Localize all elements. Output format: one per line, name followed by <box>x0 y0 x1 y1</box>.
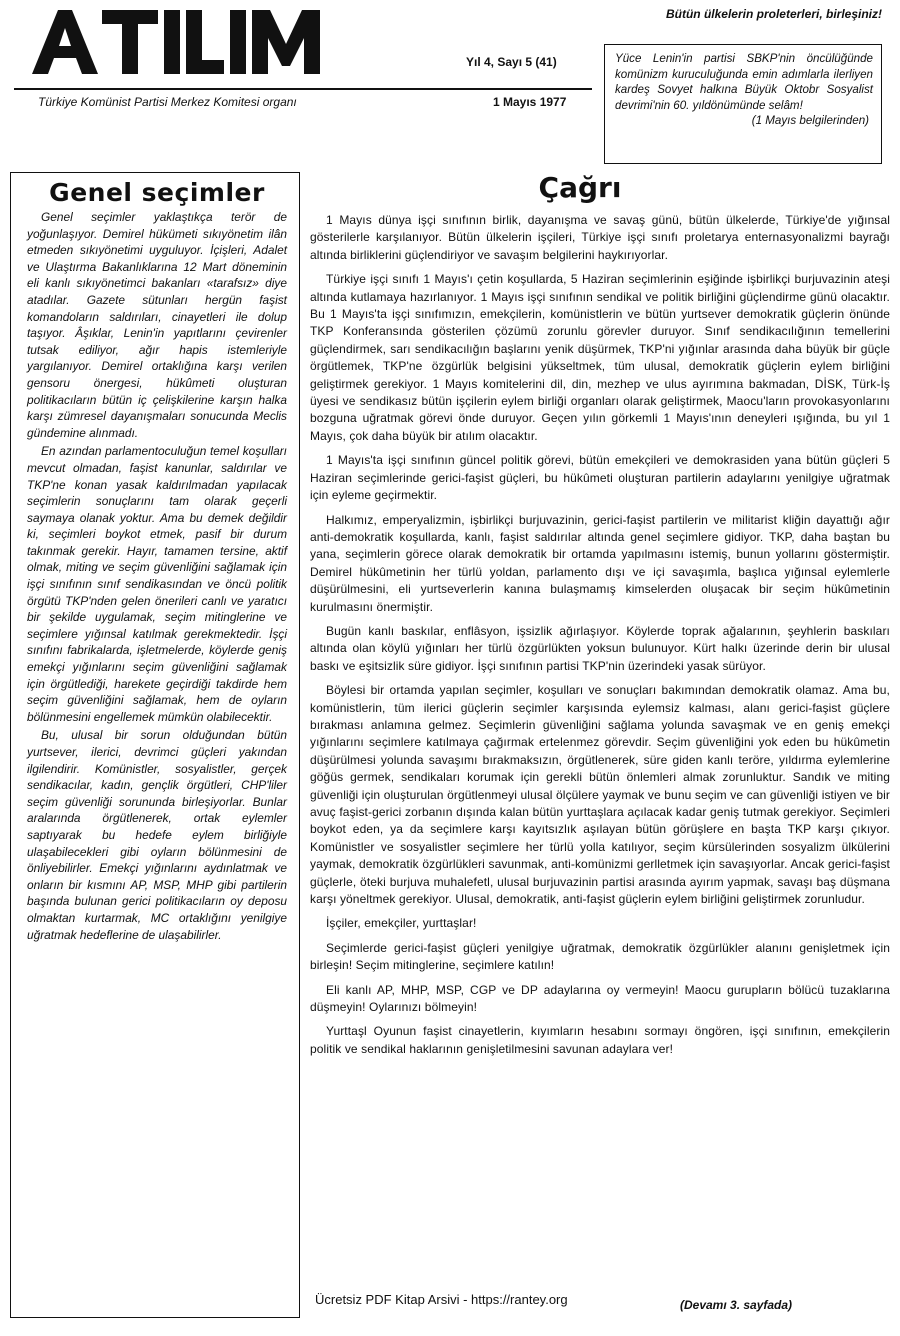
slogan: Bütün ülkelerin proleterleri, birleşiniz! <box>665 7 882 21</box>
issue-date: 1 Mayıs 1977 <box>493 95 567 109</box>
article-paragraph: Yurttaşl Oyunun faşist cinayetlerin, kıyımların hesabını sormayı öngören, işçi sınıfının, emekçilerin politik ve sendikal haklarının genişletilmesini savunan adaylara ver! <box>310 1024 890 1056</box>
issue-number: Yıl 4, Sayı 5 (41) <box>466 55 557 69</box>
article-paragraph: Halkımız, emperyalizmin, işbirlikçi burjuvazinin, gerici-faşist partilerin ve militarist kliğin dayattığı ağır anti-demokratik koşullarda, kanlı, faşist saldırılar altında genel seçimlere gidiyor. TKP, daha baştan bu yana, seçimlerin görece olarak demokratik bir ortamda yapılmasını istemiş, bunun yollarını göstermiştir. Demirel hükûmetinin her türlü yoldan, parlamento dışı ve içi savaşımla, başlıca yığınsal eylemlerle düşürülmesini, eli yurtseverlerin kanına bulaşmamış kimselerden oluşacak bir seçim hükûmetinin kurulmasını önermiştir. <box>310 512 890 614</box>
sidebar-paragraph: En azından parlamentoculuğun temel koşulları mevcut olmadan, faşist kanunlar, saldırılar ve TKP'ne konan yasak kaldırılmadan yapılacak seçimlerin sonuçlarını tam olarak geçerli saymaya olanak yoktur. Ama bu demek değildir ki, seçimleri boykot etmek, pasif bir durum takınmak gerekir. Hayır, tamamen tersine, aktif olmak, miting ve seçim güvenliğini sağlamak için işçi sınıfının sınıf sendikasından ve öncü politik örgütü TKP'nden gelen önerileri canlı ve yaratıcı bir şekilde uygulamak, seçim mitinglerine ve seçimlere yığınsal katılmak gerekmektedir. İşçi sınıfını fabrikalarda, işletmelerde, köylerde geniş emekçi yığınlarını seçim güvenliğini sağlamak için örgütlediği, harekete geçirdiği takdirde hem seçim güvenliğini sağlamak, hem de oyların bölünmesini engellemek mümkün olabilecektir. <box>27 444 287 724</box>
article-paragraph: Türkiye işçi sınıfı 1 Mayıs'ı çetin koşullarda, 5 Haziran seçimlerinin eşiğinde işbirlikçi burjuvazinin ateşi altında kutlamaya hazırlanıyor. 1 Mayıs işçi sınıfının sendikal ve politik birliğini güçlendirme günü olacaktır. Bu 1 Mayıs'ta işçi sınıfımızın, emekçilerin, komünistlerin ve bütün yurtsever demokratik güçlerin önünde TKP Konferansında gösterilen çözümü zorunlu görevler duruyor. Sınıf sendikacılığının temellerini güçlendirmek, sarı sendikacılığın başlarını yenik düşürmek, TKP'ni yığınlar arasında daha büyük bir güçle örgütlemek, TKP'ne özgürlük belgisini yükseltmek, tüm ulusal, demokratik güçlerin eylem birliğini geliştirmek gerekiyor. 1 Mayıs komitelerini dil, din, mezhep ve ulus ayırımına bakmadan, DİSK, Türk-İş üyesi ve sendikasız bütün işçilerin eylem birliği organları olarak geliştirmek, Maocu'ların provokasyonlarını bozguna uğratmak görevi önde duruyor. Geçen yılın görkemli 1 Mayıs'ının deneyleri ışığında, bu yıl 1 Mayıs, çok daha büyük bir atılım olacaktır. <box>310 272 890 443</box>
greeting-text: Yüce Lenin'in partisi SBKP'nin öncülüğünde komünizm kuruculuğunda emin adımlarla ilerliyen kardeş Sovyet halkına Büyük Oktobr Sosyalist devrimi'nin 60. yıldönümünde selâm! <box>615 52 873 112</box>
article-paragraph: İşçiler, emekçiler, yurttaşlar! <box>326 916 477 931</box>
article-title: Çağrı <box>538 171 622 204</box>
sidebar-paragraph: Bu, ulusal bir sorun olduğundan bütün yurtsever, ilerici, devrimci güçleri yakından ilgilendirir. Komünistler, sosyalistler, gerçek sendikacılar, kadın, gençlik örgütleri, CHP'liler seçim güvenliği sorununda birleşiyorlar. Bunlar aralarında örgütlenerek, ortak eylemler saptıyarak bu hedefe eylem birliğiyle ulaşabilecekleri gibi oyların bölünmesini de önliyebilirler. Emekçi yığınlarını aydınlatmak ve onların bir kısmını AP, MSP, MHP gibi partilerin başında bulunan gerici politikacıların oy deposu olmaktan kurtarmak, MC ortaklığını yenilgiye uğratmak hedeflerine de ulaşabilirler. <box>27 728 287 942</box>
masthead-rule <box>14 88 592 90</box>
sidebar-title: Genel seçimler <box>49 178 265 207</box>
atilim-logo-graphic <box>28 6 328 78</box>
main-article <box>310 172 890 1322</box>
article-paragraph: 1 Mayıs'ta işçi sınıfının güncel politik görevi, bütün emekçileri ve demokrasiden yana bütün güçleri 5 Haziran seçimlerinde gerici-faşist güçleri, bu hükûmeti oluşturan partilerin adaylarını yenilgiye uğratmak için eyleme geçirmektir. <box>310 453 890 503</box>
sidebar-paragraph: Genel seçimler yaklaştıkça terör de yoğunlaşıyor. Demirel hükümeti sıkıyönetim ilân etmeden sıkıyönetimi uyguluyor. İçişleri, Adalet ve Ulaştırma Bakanlıklarına 12 Mart döneminin eli kanlı sıkıyönetimci bakanları «tarafsız» diye atadılar. Gazete sütunları hergün faşist komandoların saldırıları, cinayetleri ile dolup taşıyor. Âşıklar, Lenin'in yapıtlarını çevirenler tutsak ediliyor, ağır hapis istemleriyle yargılanıyor. Demirel ortaklığına karşı verilen gensoru önergesi, hükûmeti oluşturan politikacıların bütün iç çelişkilerine karşın halka karşı zümresel dayanışmaları sonucunda Meclis gündemine alınmadı. <box>27 210 287 440</box>
masthead-logo <box>28 6 328 78</box>
organ-subtitle: Türkiye Komünist Partisi Merkez Komitesi organı <box>38 95 297 109</box>
article-paragraph: Eli kanlı AP, MHP, MSP, CGP ve DP adaylarına oy vermeyin! Maocu gurupların bölücü tuzaklarına düşmeyin! Oylarınızı bölmeyin! <box>310 982 890 1015</box>
article-paragraph: Böylesi bir ortamda yapılan seçimler, koşulları ve sonuçları bakımından demokratik olamaz. Ama bu, komünistlerin, tüm ilerici güçlerin seçimler karşısında eylemsiz kalması, alanı gerici-faşist güçlere bırakması anlamına gelmez. Seçimlerin güvenliğini sağlama yolunda savaşmak ve en geniş emekçi yığınlarını seçimlere katılmaya çağırmak ertelenmez görevdir. Seçim güvenliğini yok eden bu hükûmetin düşürülmesi yolunda savaşımı bırakmaksızın, örgütlenerek, süre giden kanlı teröre, yıldırma eylemlerine göğüs germek, sendikaları korumak için gerekli bütün önlemleri almak zorunluktur. Sandık ve miting güvenliği için oluşturulan örgütlenmeyi ulusal ölçülere yaymak ve bunu seçim ve can güvenliği istiyen ve bir avuç faşist-gerici zorbanın dışında kalan bütün yurttaşlara açılacak kadar geniş tutmak gerekiyor. Seçimleri boykot eden, ya da seçimlere karşı kayıtsızlık aşılayan bütün görüşlere en başta TKP karşı çıkıyor. Komünistler ve sosyalistler seçimlere her türlü yolla katılıyor, seçim kürsülerinden sosyalizm ülkülerini yaymak, demokratik özgürlükleri savunmak, anti-komünizmi gerlletmek için savaşıyorlar. Ancak gerici-faşist güçlerle, öteki burjuva muhalefetl, ulusal burjuvazinin partisi arasında ayırım yapmak, savaşı baş düşmana karşı yöneltmek gerekiyor. Ulusal, demokratik, anti-faşist güçlerin eylem birliğini geliştirmek zorunludur. <box>310 683 890 907</box>
article-paragraph: 1 Mayıs dünya işçi sınıfının birlik, dayanışma ve savaş günü, bütün ülkelerde, Türkiye'de yığınsal gösterilerle karşılanıyor. Bütün ülkelerin işçileri, Türkiye işçi sınıfı proletarya enternasyonalizmi bayrağı altında birliklerini güçlendiriyor ve savaşım belgilerini haykırıyorlar. <box>310 213 890 262</box>
greeting-source: (1 Mayıs belgilerinden) <box>751 114 869 127</box>
article-paragraph: Bugün kanlı baskılar, enflâsyon, işsizlik ağırlaşıyor. Köylerde toprak ağalarının, şeyhlerin baskıları altında olan köylü yığınları her türlü özgürlükten yoksun bulunuyor. Kürt halkı üzerinde derin bir ulusal baskı ve eşitsizlik süre gidiyor. İşçi sınıfının partisi TKP'nin üzerindeki yasak sürüyor. <box>310 623 890 673</box>
footer-credit: Ücretsiz PDF Kitap Arsivi - https://rantey.org <box>315 1292 574 1307</box>
article-paragraph: Seçimlerde gerici-faşist güçleri yenilgiye uğratmak, demokratik özgürlükler alanını genişletmek için birleşin! Seçim mitinglerine, seçimlere katılın! <box>310 940 890 973</box>
greeting-box <box>604 44 882 164</box>
sidebar-article <box>10 172 300 1318</box>
continued-note: (Devamı 3. sayfada) <box>680 1298 793 1312</box>
